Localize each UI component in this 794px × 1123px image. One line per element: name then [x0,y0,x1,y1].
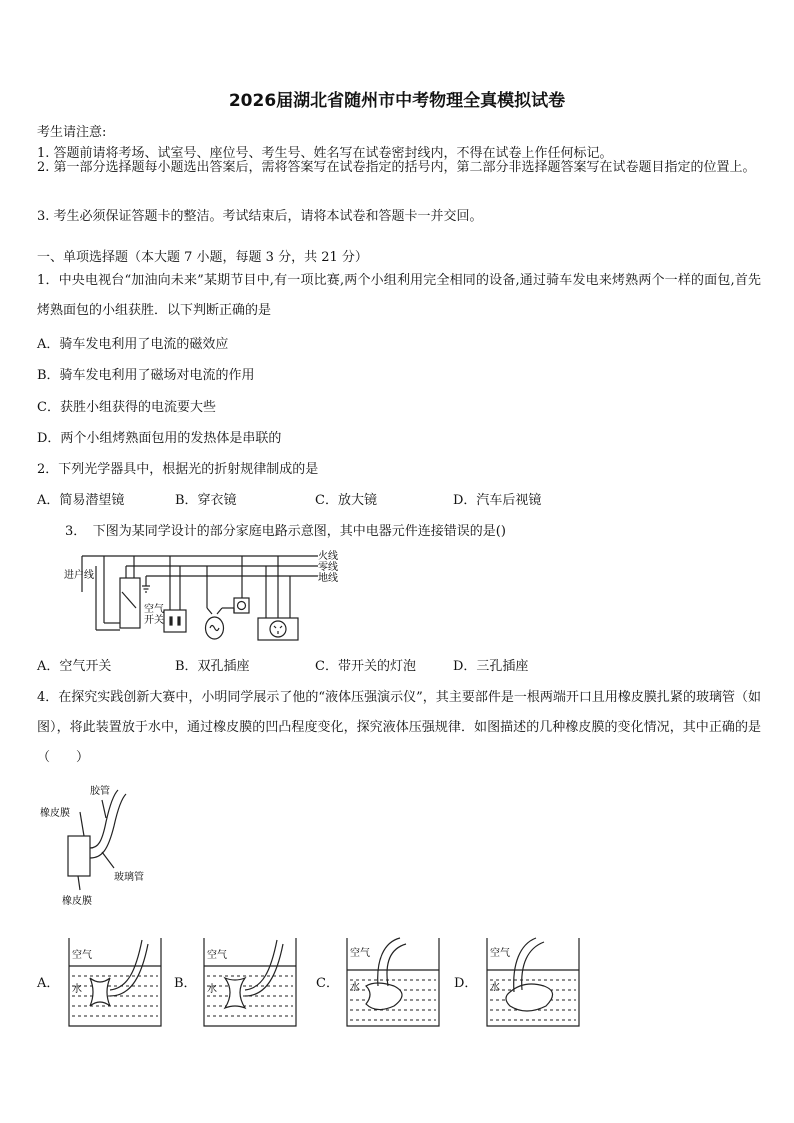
q4-stem: 4．在探究实践创新大赛中，小明同学展示了他的“液体压强演示仪”，其主要部件是一根两端开口且用橡皮膜扎紧的玻璃管（如图），将此装置放于水中，通过橡皮膜的凹凸程度变化，探究液体压强规律．如图描述的几种橡皮膜的变化情况，其中正确的是（ ） [37,690,761,765]
q3-option-c[interactable]: C．带开关的灯泡 [315,659,416,674]
q1-stem: 1．中央电视台“加油向未来”某期节目中,有一项比赛,两个小组利用完全相同的设备,通过骑车发电来烤熟两个一样的面包,首先烤熟面包的小组获胜．以下判断正确的是 [37,273,761,318]
q4-option-d-figure[interactable] [484,930,584,1030]
q4-option-d-letter[interactable]: D． [454,976,478,991]
q3-label-live: 火线 [318,551,338,562]
q3-option-a[interactable]: A．空气开关 [37,659,112,674]
q3-label-neutral: 零线 [318,562,338,573]
q4-option-c-figure[interactable] [344,930,444,1030]
q4-option-b-figure[interactable] [201,930,301,1030]
q4-label-glass: 玻璃管 [114,872,144,883]
q4-b-air-label: 空气 [207,950,227,961]
q3-option-d[interactable]: D．三孔插座 [453,659,529,674]
q3-label-ground: 地线 [318,573,338,584]
q4-label-membrane-bottom: 橡皮膜 [62,896,92,907]
q4-c-water-label: 水 [350,982,360,993]
q4-option-b-letter[interactable]: B． [174,976,197,991]
q4-b-water-label: 水 [207,984,217,995]
q2-stem: 2．下列光学器具中，根据光的折射规律制成的是 [37,462,319,477]
q4-device-figure [36,782,176,912]
q4-label-membrane-top: 橡皮膜 [40,808,70,819]
q3-label-breaker-1: 空气 [144,604,164,615]
q4-option-c-letter[interactable]: C． [316,976,339,991]
q4-a-water-label: 水 [72,984,82,995]
q4-d-air-label: 空气 [490,948,510,959]
q2-option-a[interactable]: A．简易潜望镜 [37,493,125,508]
q4-a-air-label: 空气 [72,950,92,961]
q1-option-b[interactable]: B．骑车发电利用了磁场对电流的作用 [37,368,255,383]
q2-option-b[interactable]: B．穿衣镜 [175,493,237,508]
notice-item-3: 3. 考生必须保证答题卡的整洁。考试结束后，请将本试卷和答题卡一并交回。 [37,209,483,224]
q3-label-entry: 进户线 [64,570,94,581]
q4-d-water-label: 水 [490,982,500,993]
q4-option-a-letter[interactable]: A． [37,976,60,991]
q1-option-d[interactable]: D．两个小组烤熟面包用的发热体是串联的 [37,431,282,446]
q3-label-breaker-2: 开关 [144,615,164,626]
q2-option-d[interactable]: D．汽车后视镜 [453,493,542,508]
q4-c-air-label: 空气 [350,948,370,959]
q3-stem: 3． 下图为某同学设计的部分家庭电路示意图，其中电器元件连接错误的是() [65,524,506,539]
notice-item-1: 1. 答题前请将考场、试室号、座位号、考生号、姓名写在试卷密封线内，不得在试卷上作任何标记。 [37,146,613,161]
section-heading: 一、单项选择题（本大题 7 小题，每题 3 分，共 21 分） [37,250,368,265]
q1-option-a[interactable]: A．骑车发电利用了电流的磁效应 [37,337,229,352]
q1-option-c[interactable]: C．获胜小组获得的电流要大些 [37,400,216,415]
q3-option-b[interactable]: B．双孔插座 [175,659,250,674]
q3-circuit-figure [60,548,360,643]
q4-option-a-figure[interactable] [66,930,166,1030]
notice-item-2: 2. 第一部分选择题每小题选出答案后，需将答案写在试卷指定的括号内，第二部分非选择题答案写在试卷题目指定的位置上。 [37,160,756,175]
notice-heading: 考生请注意: [37,125,107,140]
page-title: 2026届湖北省随州市中考物理全真模拟试卷 [228,91,566,111]
q4-label-hose: 胶管 [90,786,110,797]
q2-option-c[interactable]: C．放大镜 [315,493,377,508]
